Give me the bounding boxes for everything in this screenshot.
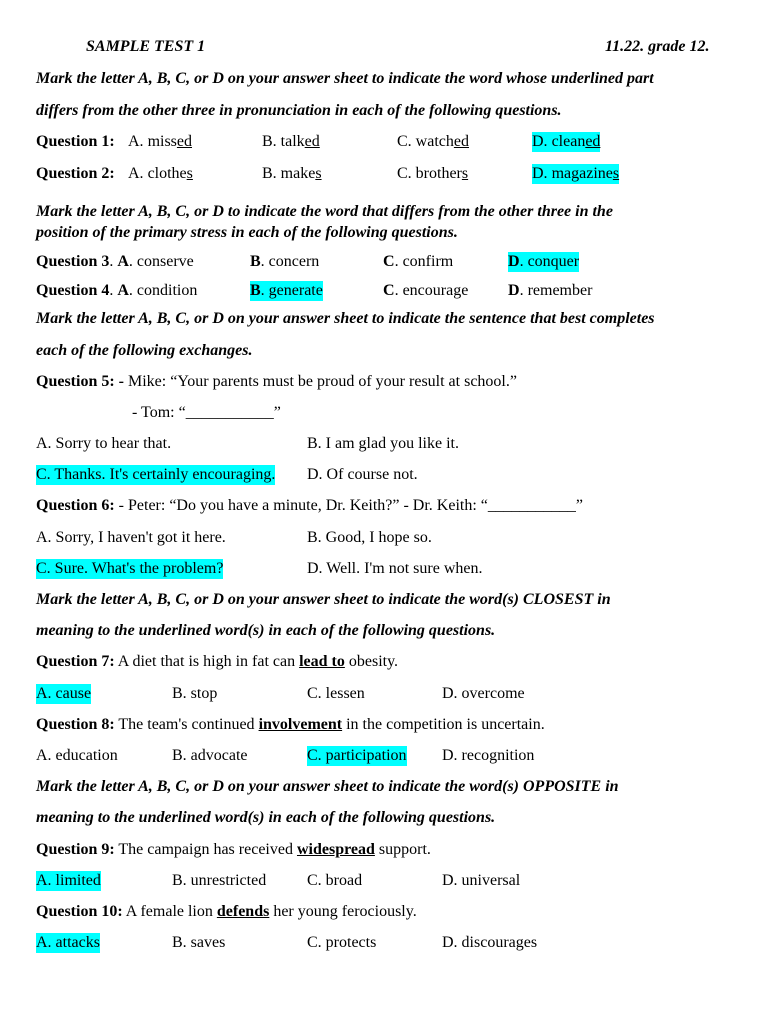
- test-title: SAMPLE TEST 1: [86, 38, 206, 55]
- section4-instruction-line2: meaning to the underlined word(s) in each of the following questions.: [36, 622, 496, 639]
- q10-option-d[interactable]: D. discourages: [442, 934, 538, 951]
- question-8: Question 8: The team's continued involvement in the competition is uncertain.: [36, 716, 545, 733]
- q1-option-d-answer[interactable]: D. cleaned: [532, 133, 601, 150]
- question-10: Question 10: A female lion defends her young ferociously.: [36, 903, 417, 920]
- q6-option-a[interactable]: A. Sorry, I haven't got it here.: [36, 529, 226, 546]
- section1-instruction-line1: Mark the letter A, B, C, or D on your answer sheet to indicate the word whose underlined part: [36, 70, 654, 87]
- q9-option-d[interactable]: D. universal: [442, 872, 521, 889]
- test-grade: 11.22. grade 12.: [605, 38, 710, 55]
- question-3-label: Question 3: [36, 253, 110, 270]
- q8-option-a[interactable]: A. education: [36, 747, 118, 764]
- question-8-label: Question 8:: [36, 716, 115, 733]
- q10-option-a-answer[interactable]: A. attacks: [36, 934, 100, 951]
- question-9: Question 9: The campaign has received widespread support.: [36, 841, 431, 858]
- question-1: [36, 132, 728, 152]
- q8-option-d[interactable]: D. recognition: [442, 747, 535, 764]
- q2-option-a[interactable]: A. clothes: [128, 165, 193, 182]
- q3-option-c[interactable]: C. confirm: [383, 253, 454, 270]
- q4-option-a[interactable]: . condition: [128, 282, 198, 299]
- q5-option-c-answer[interactable]: C. Thanks. It's certainly encouraging.: [36, 466, 276, 483]
- q2-option-c[interactable]: C. brothers: [397, 165, 469, 182]
- q9-option-a-answer[interactable]: A. limited: [36, 872, 101, 889]
- question-6: [36, 496, 728, 516]
- q6-option-d[interactable]: D. Well. I'm not sure when.: [307, 560, 483, 577]
- q2-option-d-answer[interactable]: D. magazines: [532, 165, 620, 182]
- q3-option-b[interactable]: B. concern: [250, 253, 320, 270]
- q7-option-b[interactable]: B. stop: [172, 685, 218, 702]
- q1-option-c[interactable]: C. watched: [397, 133, 469, 150]
- q3-option-d-answer[interactable]: D. conquer: [508, 253, 580, 270]
- q6-option-b[interactable]: B. Good, I hope so.: [307, 529, 432, 546]
- q10-option-c[interactable]: C. protects: [307, 934, 377, 951]
- section2-instruction-line2: position of the primary stress in each of the following questions.: [36, 224, 458, 241]
- q9-underlined-word: widespread: [296, 841, 375, 858]
- q5-option-d[interactable]: D. Of course not.: [307, 466, 418, 483]
- section3-instruction-line1: Mark the letter A, B, C, or D on your answer sheet to indicate the sentence that best completes: [36, 310, 655, 327]
- section4-instruction-line1: Mark the letter A, B, C, or D on your answer sheet to indicate the word(s) CLOSEST in: [36, 591, 611, 608]
- q7-option-d[interactable]: D. overcome: [442, 685, 525, 702]
- question-4-label: Question 4: [36, 282, 110, 299]
- question-7-label: Question 7:: [36, 653, 115, 670]
- question-3: Question 3. A. conserve B. concern C. confirm D. conquer: [36, 253, 580, 270]
- q10-underlined-word: defends: [216, 903, 270, 920]
- section3-instruction-line2: each of the following exchanges.: [36, 342, 253, 359]
- question-2: [36, 164, 728, 184]
- q6-option-c-answer[interactable]: C. Sure. What's the problem?: [36, 560, 224, 577]
- q10-option-b[interactable]: B. saves: [172, 934, 226, 951]
- question-6-label: Question 6:: [36, 497, 115, 514]
- q5-option-b[interactable]: B. I am glad you like it.: [307, 435, 459, 452]
- q1-option-b[interactable]: B. talked: [262, 133, 320, 150]
- q1-option-a[interactable]: A. missed: [128, 133, 193, 150]
- q4-option-d[interactable]: D. remember: [508, 282, 593, 299]
- q9-option-c[interactable]: C. broad: [307, 872, 363, 889]
- q4-option-c[interactable]: C. encourage: [383, 282, 469, 299]
- question-2-label: Question 2:: [36, 165, 115, 182]
- question-6-dialogue: - Peter: “Do you have a minute, Dr. Keith?” - Dr. Keith: “___________”: [114, 497, 583, 514]
- q7-option-c[interactable]: C. lessen: [307, 685, 365, 702]
- q8-underlined-word: involvement: [258, 716, 343, 733]
- section5-instruction-line1: Mark the letter A, B, C, or D on your answer sheet to indicate the word(s) OPPOSITE in: [36, 778, 619, 795]
- question-10-label: Question 10:: [36, 903, 123, 920]
- question-7: Question 7: A diet that is high in fat can lead to obesity.: [36, 653, 399, 670]
- section5-instruction-line2: meaning to the underlined word(s) in each of the following questions.: [36, 809, 496, 826]
- q7-option-a-answer[interactable]: A. cause: [36, 685, 92, 702]
- q8-option-b[interactable]: B. advocate: [172, 747, 248, 764]
- question-4: Question 4. A. condition B. generate C. encourage D. remember: [36, 282, 593, 299]
- q5-option-a[interactable]: A. Sorry to hear that.: [36, 435, 172, 452]
- section2-instruction-line1: Mark the letter A, B, C, or D to indicate the word that differs from the other three in the: [36, 203, 613, 220]
- q2-option-b[interactable]: B. makes: [262, 165, 322, 182]
- q9-option-b[interactable]: B. unrestricted: [172, 872, 267, 889]
- q3-option-a[interactable]: . conserve: [128, 253, 194, 270]
- q7-underlined-word: lead to: [299, 653, 345, 670]
- header: [0, 38, 768, 58]
- question-5-tom: - Tom: “___________”: [132, 404, 281, 421]
- q4-option-b-answer[interactable]: B. generate: [250, 282, 323, 299]
- question-5-mike: Mike: “Your parents must be proud of your result at school.”: [124, 373, 517, 390]
- question-1-label: Question 1:: [36, 133, 115, 150]
- section1-instruction-line2: differs from the other three in pronunciation in each of the following questions.: [36, 102, 562, 119]
- question-5-label: Question 5: -: [36, 373, 124, 390]
- q8-option-c-answer[interactable]: C. participation: [307, 747, 407, 764]
- question-9-label: Question 9:: [36, 841, 115, 858]
- question-5: [36, 372, 728, 392]
